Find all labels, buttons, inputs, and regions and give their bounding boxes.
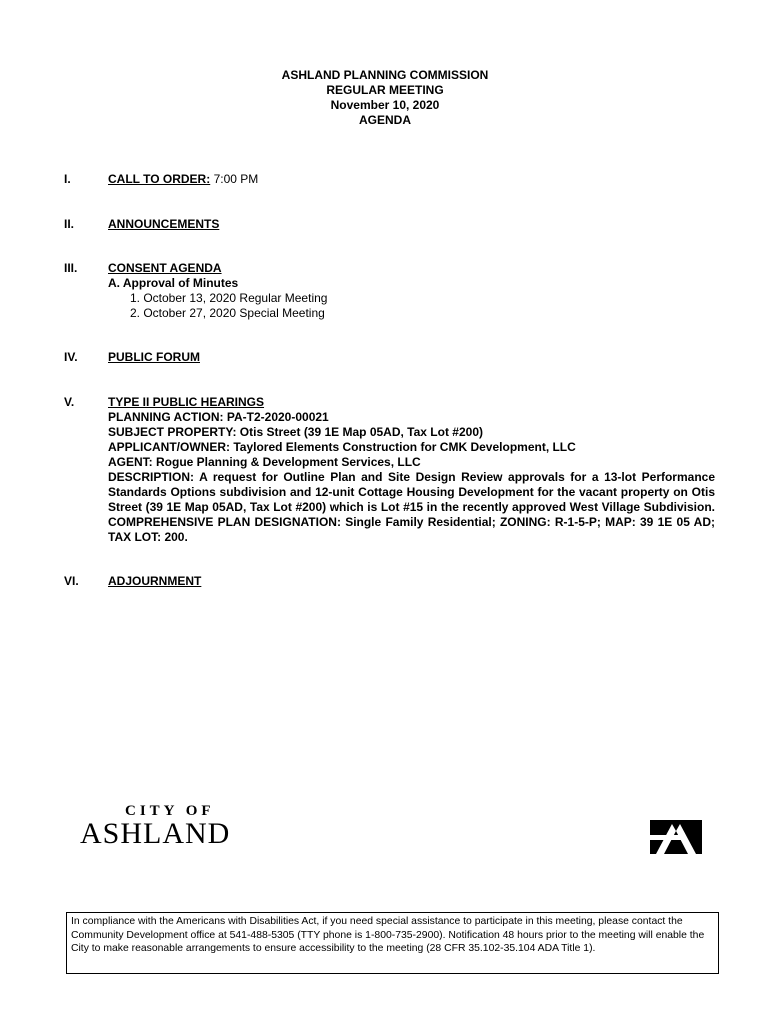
item-number: VI. — [64, 574, 79, 588]
item-number: II. — [64, 217, 75, 231]
applicant-owner: APPLICANT/OWNER: Taylored Elements Construction for CMK Development, LLC — [108, 440, 576, 454]
planning-action: PLANNING ACTION: PA-T2-2020-00021 — [108, 410, 329, 424]
hearing-description: DESCRIPTION: A request for Outline Plan and Site Design Review approvals for a 13-lot Performance Standards Options subdivision and 12-unit Cottage Housing Development for the vacant property on Otis Street (39 1E Map 05AD, Tax Lot #200) which is Lot #15 in the recently approved West Village Subdivision. COMPREHENSIVE PLAN DESIGNATION: Single Family Residential; ZONING: R-1-5-P; MAP: 39 1E 05 AD; TAX LOT: 200. — [108, 470, 715, 544]
call-to-order-time: 7:00 PM — [210, 172, 259, 186]
minutes-item: 2. October 27, 2020 Special Meeting — [130, 306, 325, 320]
item-title: ADJOURNMENT — [108, 574, 202, 588]
item-title: TYPE II PUBLIC HEARINGS — [108, 395, 265, 409]
minutes-item: 1. October 13, 2020 Regular Meeting — [130, 291, 328, 305]
header-title: AGENDA — [358, 113, 411, 127]
header-meeting-type: REGULAR MEETING — [326, 83, 444, 97]
logo-ashland-text: ASHLAND — [80, 817, 231, 850]
item-title: PUBLIC FORUM — [108, 350, 200, 364]
logo-city-of-text: CITY OF — [125, 803, 215, 819]
ada-compliance-notice: In compliance with the Americans with Disabilities Act, if you need special assistance to participate in this meeting, please contact the Community Development office at 541-488-5305 (TTY phone is 1-800-735-2900). Notification 48 hours prior to the meeting will enable the City to make reasonable arrangements to ensure accessibility to the meeting (28 CFR 35.102-35.104 ADA Title 1). — [66, 912, 719, 974]
item-number: V. — [64, 395, 75, 409]
item-number: IV. — [64, 350, 78, 364]
subject-property: SUBJECT PROPERTY: Otis Street (39 1E Map 05AD, Tax Lot #200) — [108, 425, 483, 439]
city-of-ashland-logo — [80, 803, 270, 853]
agenda-header — [0, 68, 770, 128]
item-number: I. — [64, 172, 71, 186]
item-title: CONSENT AGENDA — [108, 261, 222, 275]
approval-of-minutes: A. Approval of Minutes — [108, 276, 239, 290]
header-date: November 10, 2020 — [330, 98, 440, 112]
agent: AGENT: Rogue Planning & Development Services, LLC — [108, 455, 421, 469]
header-organization: ASHLAND PLANNING COMMISSION — [281, 68, 489, 82]
item-title: ANNOUNCEMENTS — [108, 217, 220, 231]
item-number: III. — [64, 261, 78, 275]
item-title: CALL TO ORDER: — [108, 172, 211, 186]
ashland-a-mark-icon — [650, 820, 702, 854]
